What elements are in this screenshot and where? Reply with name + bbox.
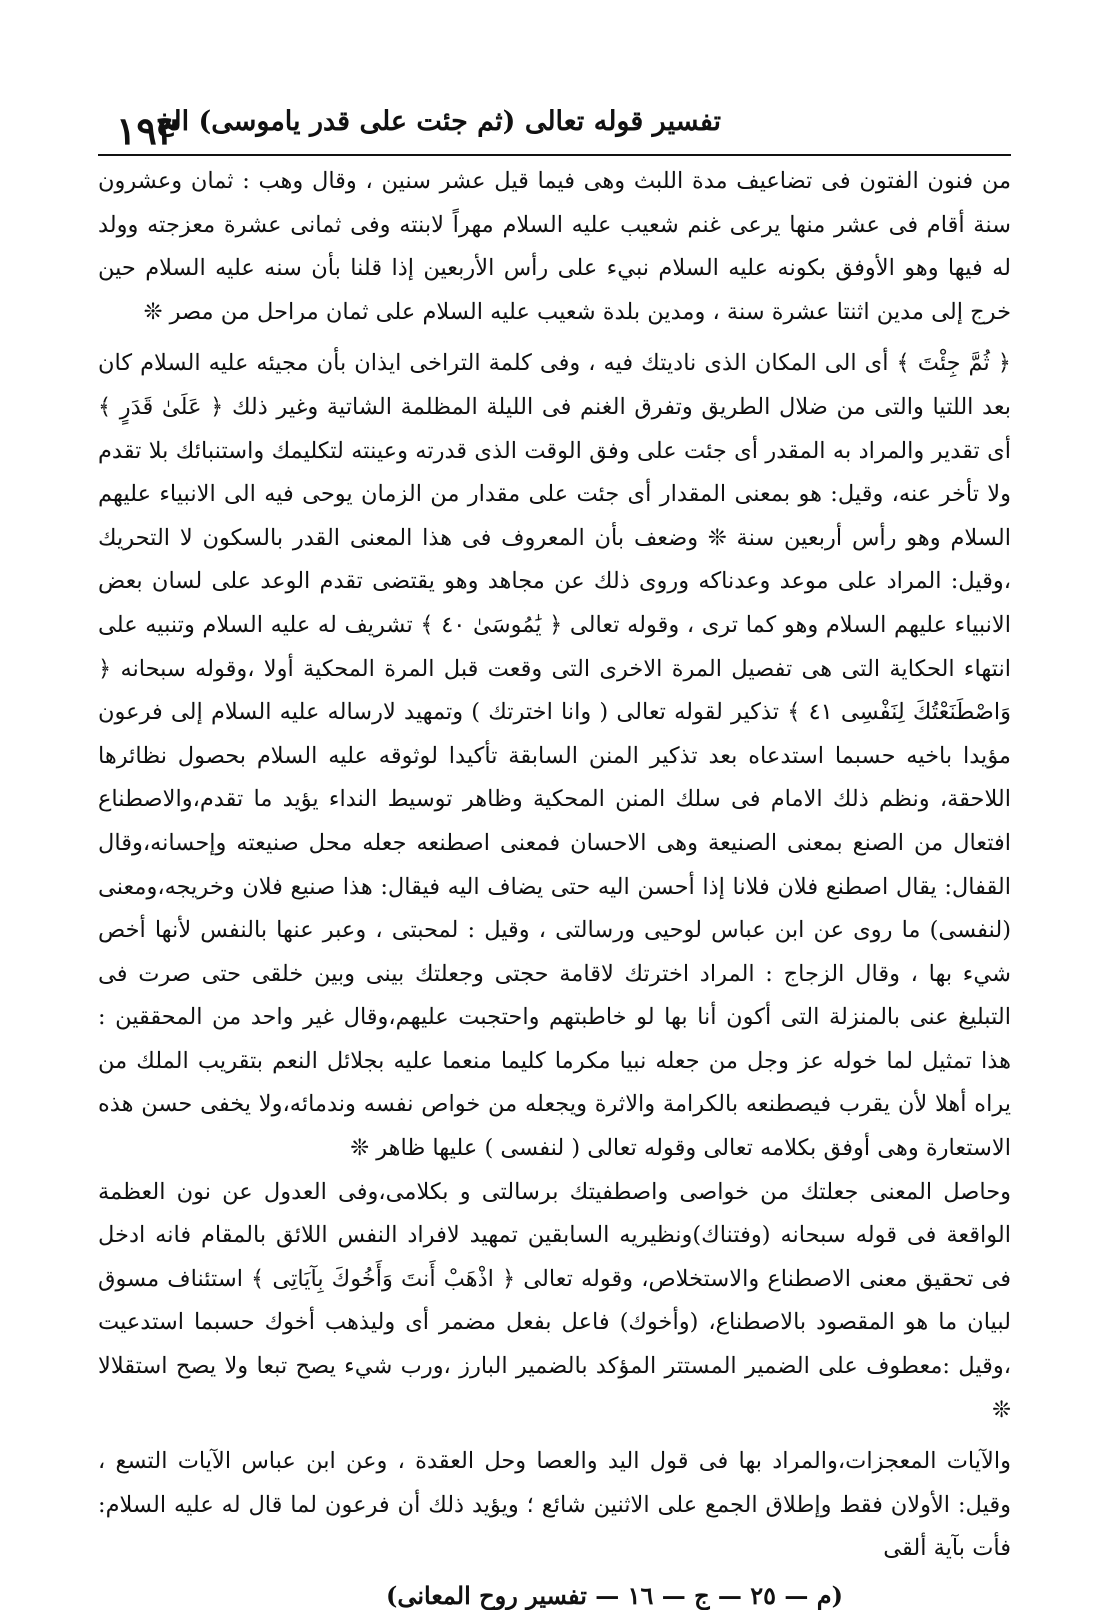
header-rule [98,154,1011,156]
page-header [98,96,1011,156]
page-footer-signature: (م — ٢٥ — ج — ١٦ — تفسير روح المعانى) [385,1581,843,1610]
paragraph: ﴿ ثُمَّ جِئْتَ ﴾ أى الى المكان الذى ناديتك فيه ، وفى كلمة التراخى ايذان بأن مجيئه عليه السلام كان بعد اللتيا والتى من ضلال الطريق وتفرق الغنم فى الليلة المظلمة الشاتية وغير ذلك ﴿ عَلَىٰ قَدَرٍ ﴾ أى تقدير والمراد به المقدر أى جئت على وفق الوقت الذى قدرته وعينته لتكليمك واستنبائك بلا تقدم ولا تأخر عنه، وقيل: هو بمعنى المقدار أى جئت على مقدار من الزمان يوحى فيه الى الانبياء عليهم السلام وهو رأس أربعين سنة ❊ وضعف بأن المعروف فى هذا المعنى القدر بالسكون لا التحريك ،وقيل: المراد على موعد وعدناكه وروى ذلك عن مجاهد وهو يقتضى تقدم الوعد على لسان بعض الانبياء عليهم السلام وهو كما ترى ، وقوله تعالى ﴿ يَٰمُوسَىٰ ٤٠ ﴾ تشريف له عليه السلام وتنبيه على انتهاء الحكاية التى هى تفصيل المرة الاخرى التى وقعت قبل المرة المحكية أولا ،وقوله سبحانه ﴿ وَاصْطَنَعْتُكَ لِنَفْسِى ٤١ ﴾ تذكير لقوله تعالى ( وانا اخترتك ) وتمهيد لارساله عليه السلام إلى فرعون مؤيدا باخيه حسبما استدعاه بعد تذكير المنن السابقة تأكيدا لوثوقه عليه السلام بحصول نظائرها اللاحقة، ونظم ذلك الامام فى سلك المنن المحكية وظاهر توسيط النداء يؤيد ما تقدم،والاصطناع افتعال من الصنع بمعنى الصنيعة وهى الاحسان فمعنى اصطنعه جعله محل صنيعته وإحسانه،وقال القفال: يقال اصطنع فلان فلانا إذا أحسن اليه حتى يضاف اليه فيقال: هذا صنيع فلان وخريجه،ومعنى (لنفسى) ما روى عن ابن عباس لوحيى ورسالتى ، وقيل : لمحبتى ، وعبر عنها بالنفس لأنها أخص شيء بها ، وقال الزجاج : المراد اخترتك لاقامة حجتى وجعلتك بينى وبين خلقى حتى صرت فى التبليغ عنى بالمنزلة التى أكون أنا بها لو خاطبتهم واحتجبت عليهم،وقال غير واحد من المحققين : هذا تمثيل لما خوله عز وجل من جعله نبيا مكرما كليما منعما عليه بجلائل النعم بتقريب الملك من يراه أهلا لأن يقرب فيصطنعه بالكرامة والاثرة ويجعله من خواص نفسه وندمائه،ولا يخفى حسن هذه الاستعارة وهى أوفق بكلامه تعالى وقوله تعالى ( لنفسى ) عليها ظاهر ❊ [98,350,1012,1162]
body-text [98,160,1011,1571]
paragraph: من فنون الفتون فى تضاعيف مدة اللبث وهى فيما قيل عشر سنين ، وقال وهب : ثمان وعشرون سنة أقام فى عشر منها يرعى غنم شعيب عليه السلام مهراً لابنته وفى ثمانى عشرة معزجته وولد له فيها وهو الأوفق بكونه عليه السلام نبيء على رأس الأربعين إذا قلنا بأن سنه عليه السلام حين خرج إلى مدين اثنتا عشرة سنة ، ومدين بلدة شعيب عليه السلام على ثمان مراحل من مصر ❊ [98,168,1011,325]
running-title: تفسير قوله تعالى (ثم جئت على قدر ياموسى) الخ [155,106,721,137]
paragraph: وحاصل المعنى جعلتك من خواصى واصطفيتك برسالتى و بكلامى،وفى العدول عن نون العظمة الواقعة فى قوله سبحانه (وفتناك)ونظيريه السابقين تمهيد لافراد النفس اللائق بالمقام فانه ادخل فى تحقيق معنى الاصطناع والاستخلاص، وقوله تعالى ﴿ اذْهَبْ أَنتَ وَأَخُوكَ بِآيَاتِى ﴾ استئناف مسوق لبيان ما هو المقصود بالاصطناع، (وأخوك) فاعل بفعل مضمر أى وليذهب أخوك حسبما استدعيت ،وقيل :معطوف على الضمير المستتر المؤكد بالضمير البارز ،ورب شيء يصح تبعا ولا يصح استقلالا ❊ [98,1178,1011,1423]
paragraph: والآيات المعجزات،والمراد بها فى قول اليد والعصا وحل العقدة ، وعن ابن عباس الآيات التسع ، وقيل: الأولان فقط وإطلاق الجمع على الاثنين شائع ؛ ويؤيد ذلك أن فرعون لما قال له عليه السلام: فأت بآية ألقى [98,1448,1011,1562]
page-number: ١٩٣ [116,108,178,153]
